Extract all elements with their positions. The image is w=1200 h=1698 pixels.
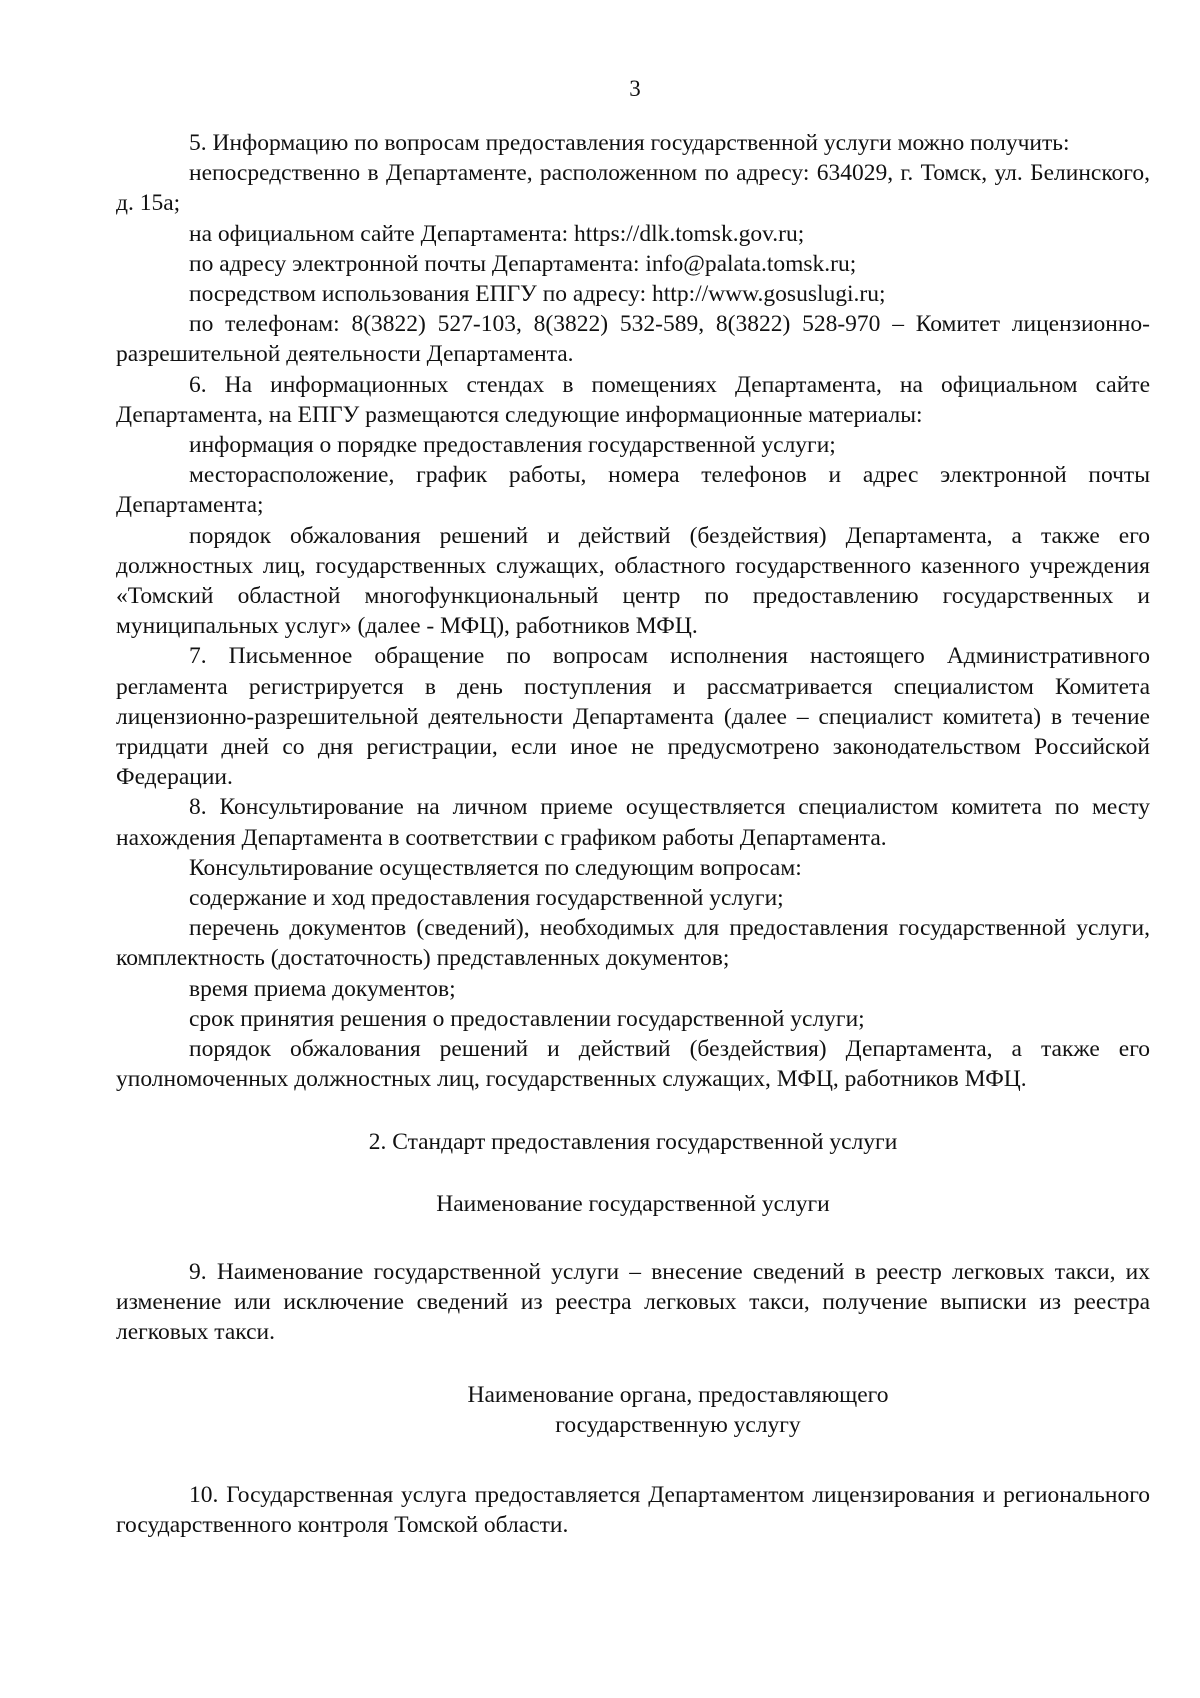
paragraph-5-epgu: посредством использования ЕПГУ по адресу: http://www.gosuslugi.ru; — [189, 281, 886, 308]
paragraph-8-deadline: срок принятия решения о предоставлении государственной услуги; — [189, 1005, 865, 1032]
page-number: 3 — [629, 76, 641, 101]
paragraph-5-address: непосредственно в Департаменте, расположенном по адресу: 634029, г. Томск, ул. Белинского, д. 15а; — [116, 160, 1150, 217]
paragraph-8-content: содержание и ход предоставления государственной услуги; — [189, 885, 784, 912]
paragraph-6-info: информация о порядке предоставления государственной услуги; — [189, 432, 836, 459]
paragraph-5: 5. Информацию по вопросам предоставления государственной услуги можно получить: — [189, 130, 1070, 156]
section-2-title: 2. Стандарт предоставления государственной услуги — [368, 1128, 898, 1155]
paragraph-8-appeal: порядок обжалования решений и действий (бездействия) Департамента, а также его уполномоченных должностных лиц, государственных служащих, МФЦ, работников МФЦ. — [116, 1036, 1150, 1093]
paragraph-5-email: по адресу электронной почты Департамента: info@palata.tomsk.ru; — [189, 250, 857, 277]
heading-organ — [116, 1380, 1150, 1440]
document-body — [116, 128, 1150, 1540]
paragraph-7: 7. Письменное обращение по вопросам исполнения настоящего Административного регламента регистрируется в день поступления и рассматривается специалистом Комитета лицензионно-разрешительной деятельности Департамента (далее – специалист комитета) в течение тридцати дней со дня регистрации, если иное не предусмотрено законодательством Российской Федерации. — [116, 643, 1150, 791]
paragraph-5-website: на официальном сайте Департамента: https://dlk.tomsk.gov.ru; — [189, 220, 805, 247]
heading-organ-line1: Наименование органа, предоставляющего — [467, 1381, 889, 1408]
paragraph-8-topics: Консультирование осуществляется по следующим вопросам: — [189, 854, 802, 881]
paragraph-8-documents: перечень документов (сведений), необходимых для предоставления государственной услуги, комплектность (достаточность) представленных документов; — [116, 915, 1150, 972]
paragraph-8-time: время приема документов; — [189, 975, 456, 1002]
paragraph-10: 10. Государственная услуга предоставляется Департаментом лицензирования и регионального государственного контроля Томской области. — [116, 1481, 1150, 1539]
paragraph-6-location: месторасположение, график работы, номера телефонов и адрес электронной почты Департамента; — [116, 462, 1150, 519]
paragraph-5-phones: по телефонам: 8(3822) 527-103, 8(3822) 532-589, 8(3822) 528-970 – Комитет лицензионно-разрешительной деятельности Департамента. — [116, 311, 1150, 368]
paragraph-6: 6. На информационных стендах в помещениях Департамента, на официальном сайте Департамента, на ЕПГУ размещаются следующие информационные материалы: — [116, 371, 1150, 428]
heading-service-name: Наименование государственной услуги — [436, 1190, 830, 1217]
heading-organ-line2: государственную услугу — [555, 1411, 801, 1438]
paragraph-8: 8. Консультирование на личном приеме осуществляется специалистом комитета по месту нахождения Департамента в соответствии с графиком работы Департамента. — [116, 794, 1150, 851]
paragraph-6-appeal: порядок обжалования решений и действий (бездействия) Департамента, а также его должностных лиц, государственных служащих, областного государственного казенного учреждения «Томский областной многофункциональный центр по предоставлению государственных и муниципальных услуг» (далее - МФЦ), работников МФЦ. — [116, 522, 1150, 640]
paragraph-9: 9. Наименование государственной услуги – внесение сведений в реестр легковых такси, их изменение или исключение сведений из реестра легковых такси, получение выписки из реестра легковых такси. — [116, 1258, 1150, 1346]
